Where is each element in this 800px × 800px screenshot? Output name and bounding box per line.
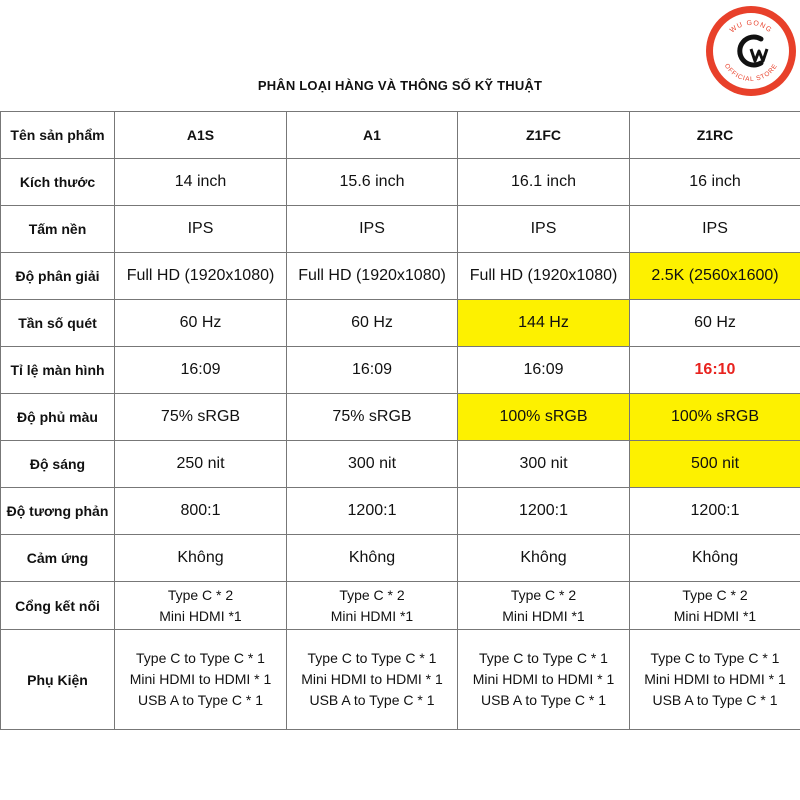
table-row [1, 206, 800, 253]
table-cell [287, 630, 458, 730]
cell-line: Type C to Type C * 1 [479, 650, 608, 666]
table-header-row [1, 112, 800, 159]
highlighted-cell: 2.5K (2560x1600) [630, 253, 800, 300]
table-cell: 1200:1 [287, 488, 458, 535]
cell-line: Type C to Type C * 1 [650, 650, 780, 666]
cell-line: Type C * 2 [339, 586, 405, 603]
header-label: Tên sản phẩm [1, 112, 115, 159]
row-label: Kích thước [1, 159, 115, 206]
table-cell: 75% sRGB [115, 394, 287, 441]
row-label: Tần số quét [1, 300, 115, 347]
spec-table [0, 111, 800, 730]
table-row [1, 535, 800, 582]
table-cell: IPS [287, 206, 458, 253]
row-label: Cảm ứng [1, 535, 115, 582]
table-cell [630, 582, 800, 630]
table-cell: IPS [458, 206, 630, 253]
cell-line: Type C to Type C * 1 [307, 650, 437, 666]
table-cell: 16 inch [630, 159, 800, 206]
cell-line: Type C * 2 [682, 586, 748, 603]
store-logo [705, 5, 797, 97]
table-cell: 16:09 [115, 347, 287, 394]
cell-line: Mini HDMI to HDMI * 1 [129, 671, 272, 687]
table-cell: Không [287, 535, 458, 582]
table-cell: 300 nit [458, 441, 630, 488]
model-z1rc: Z1RC [630, 112, 800, 159]
cell-line: Mini HDMI to HDMI * 1 [472, 671, 615, 687]
table-cell: Không [458, 535, 630, 582]
cell-line: Mini HDMI *1 [673, 607, 757, 624]
cell-line: Mini HDMI to HDMI * 1 [644, 671, 786, 687]
cell-line: USB A to Type C * 1 [480, 692, 607, 708]
row-label: Phụ Kiện [1, 630, 115, 730]
table-cell [458, 630, 630, 730]
ports-row [1, 582, 800, 630]
emphasized-cell: 16:10 [630, 347, 800, 394]
highlighted-cell: 144 Hz [458, 300, 630, 347]
row-label: Tỉ lệ màn hình [1, 347, 115, 394]
table-cell: 1200:1 [630, 488, 800, 535]
table-cell [630, 630, 800, 730]
table-cell: 60 Hz [287, 300, 458, 347]
row-label: Độ phân giải [1, 253, 115, 300]
cell-line: USB A to Type C * 1 [652, 692, 778, 708]
table-cell: 15.6 inch [287, 159, 458, 206]
cell-line: USB A to Type C * 1 [137, 692, 264, 708]
table-row [1, 394, 800, 441]
row-label: Độ tương phản [1, 488, 115, 535]
table-cell: 14 inch [115, 159, 287, 206]
table-cell: 800:1 [115, 488, 287, 535]
table-cell: 1200:1 [458, 488, 630, 535]
cell-line: Type C * 2 [510, 586, 577, 603]
table-cell: Full HD (1920x1080) [287, 253, 458, 300]
table-cell: 60 Hz [115, 300, 287, 347]
page-title: PHÂN LOẠI HÀNG VÀ THÔNG SỐ KỸ THUẬT [257, 78, 543, 93]
table-cell [115, 582, 287, 630]
table-cell [287, 582, 458, 630]
table-cell: 75% sRGB [287, 394, 458, 441]
table-cell: 16:09 [287, 347, 458, 394]
cell-line: Mini HDMI *1 [502, 607, 585, 624]
model-a1: A1 [287, 112, 458, 159]
model-a1s: A1S [115, 112, 287, 159]
table-row [1, 253, 800, 300]
table-cell: IPS [630, 206, 800, 253]
cell-line: Mini HDMI *1 [159, 607, 242, 624]
model-z1fc: Z1FC [458, 112, 630, 159]
row-label: Độ sáng [1, 441, 115, 488]
table-cell: 16:09 [458, 347, 630, 394]
highlighted-cell: 100% sRGB [630, 394, 800, 441]
highlighted-cell: 100% sRGB [458, 394, 630, 441]
cell-line: Mini HDMI to HDMI * 1 [301, 671, 443, 687]
table-cell [115, 630, 287, 730]
table-cell: 60 Hz [630, 300, 800, 347]
table-cell: Full HD (1920x1080) [115, 253, 287, 300]
accessories-row [1, 630, 800, 730]
table-cell: Không [115, 535, 287, 582]
table-row [1, 347, 800, 394]
cell-line: USB A to Type C * 1 [309, 692, 435, 708]
cell-line: Type C * 2 [167, 586, 234, 603]
table-row [1, 159, 800, 206]
cell-line: Type C to Type C * 1 [136, 650, 265, 666]
table-cell: 300 nit [287, 441, 458, 488]
svg-text:OFFICIAL STORE: OFFICIAL STORE [722, 62, 780, 84]
table-row [1, 441, 800, 488]
table-cell [458, 582, 630, 630]
row-label: Độ phủ màu [1, 394, 115, 441]
table-cell: IPS [115, 206, 287, 253]
table-row [1, 488, 800, 535]
table-cell: Full HD (1920x1080) [458, 253, 630, 300]
row-label: Cổng kết nối [1, 582, 115, 630]
svg-text:WU GONG: WU GONG [728, 19, 774, 35]
table-cell: Không [630, 535, 800, 582]
highlighted-cell: 500 nit [630, 441, 800, 488]
table-row [1, 300, 800, 347]
row-label: Tấm nền [1, 206, 115, 253]
cell-line: Mini HDMI *1 [330, 607, 414, 624]
table-cell: 250 nit [115, 441, 287, 488]
table-cell: 16.1 inch [458, 159, 630, 206]
